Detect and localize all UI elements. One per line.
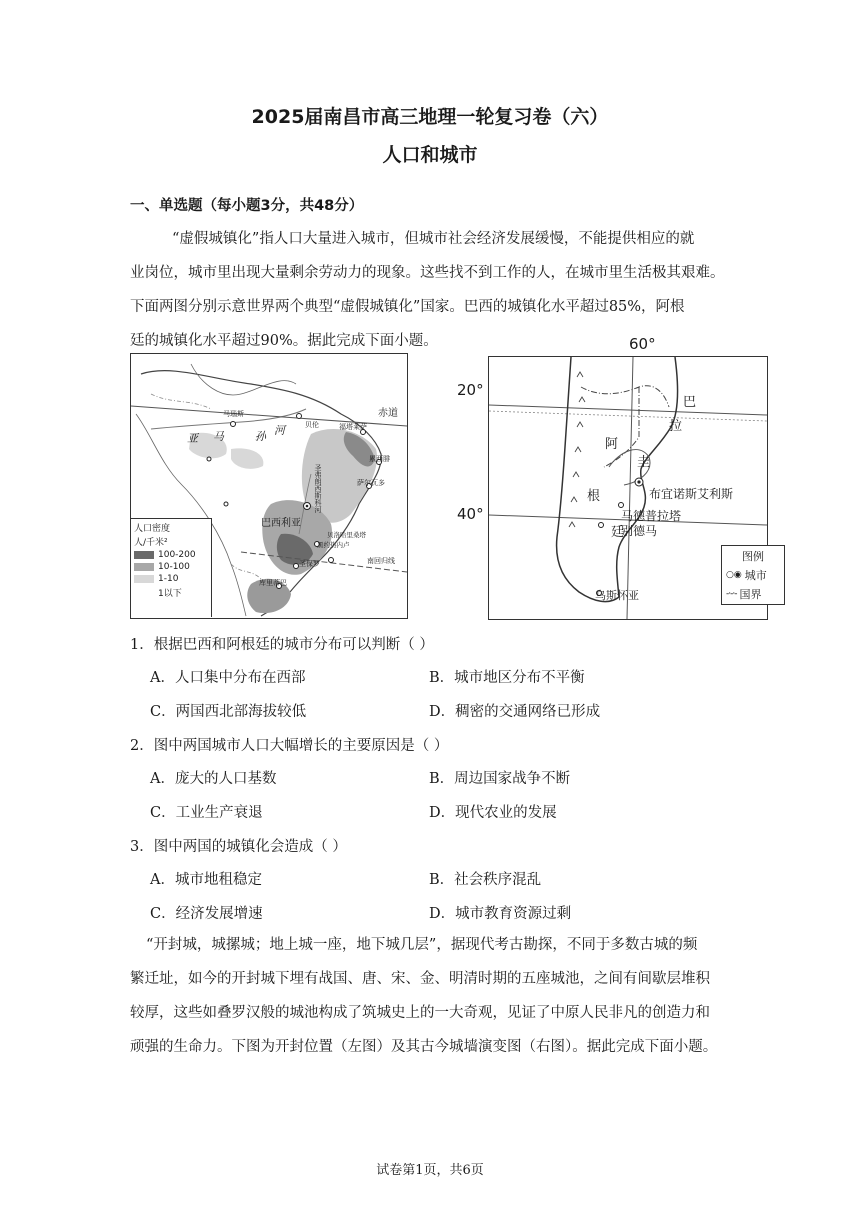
question-1-option-a[interactable]: A．人口集中分布在西部	[150, 670, 306, 686]
legend-city-label: 城市	[744, 569, 767, 582]
intro-paragraph-2	[130, 928, 730, 1064]
map-label: 根	[587, 489, 601, 504]
map-label: 圣弗朗西斯科河	[314, 464, 322, 513]
page-footer: 试卷第1页，共6页	[376, 1163, 484, 1178]
intro1-line: 廷的城镇化水平超过90%。据此完成下面小题。	[130, 333, 438, 349]
question-1-option-b[interactable]: B．城市地区分布不平衡	[429, 670, 585, 686]
longitude-label: 60°	[629, 335, 656, 353]
latitude-label: 20°	[457, 381, 484, 399]
question-2-option-c[interactable]: C．工业生产衰退	[150, 805, 263, 821]
exam-subtitle: 人口和城市	[382, 144, 478, 166]
latitude-label: 40°	[457, 505, 484, 523]
argentina-city-map	[457, 335, 768, 620]
map-label: 马瑙斯	[223, 410, 244, 418]
map-label: 南回归线	[367, 557, 395, 565]
question-2-stem: 2．图中两国城市人口大幅增长的主要原因是（ ）	[130, 738, 449, 754]
map-label: 圣保罗	[299, 560, 320, 568]
intro1-line: 下面两图分别示意世界两个典型“虚假城镇化”国家。巴西的城镇化水平超过85%，阿根	[130, 299, 685, 315]
brazil-population-map	[130, 353, 408, 619]
map-label: 马	[213, 430, 224, 443]
map-label: 巴西利亚	[261, 518, 301, 529]
map-label: 库里蒂巴	[259, 579, 287, 587]
map-label: 亚	[187, 432, 198, 445]
question-1-option-c[interactable]: C．两国西北部海拔较低	[150, 704, 307, 720]
legend-title: 图例	[742, 550, 764, 563]
map-label: 巴	[683, 395, 697, 410]
map-label: 廷	[611, 525, 625, 540]
legend-border-label: 国界	[739, 588, 762, 601]
map-label: 马德普拉塔	[621, 509, 682, 523]
intro2-line: 繁迁址，如今的开封城下埋有战国、唐、宋、金、明清时期的五座城池，之间有间歇层堆积	[130, 971, 710, 987]
question-2-option-d[interactable]: D．现代农业的发展	[429, 805, 557, 821]
map-label: 萨尔瓦多	[357, 479, 385, 487]
question-2-option-a[interactable]: A．庞大的人口基数	[150, 771, 277, 787]
exam-title: 2025届南昌市高三地理一轮复习卷（六）	[251, 106, 609, 128]
map-label: 布宜诺斯艾利斯	[649, 487, 734, 501]
intro1-line: 业岗位，城市里出现大量剩余劳动力的现象。这些找不到工作的人，在城市里生活极其艰难。	[130, 265, 725, 281]
legend-title: 人口密度	[134, 524, 171, 534]
map-label: 累西腓	[369, 455, 390, 463]
section-heading: 一、单选题（每小题3分，共48分）	[130, 198, 364, 214]
intro2-line: 顽强的生命力。下图为开封位置（左图）及其古今城墙演变图（右图）。据此完成下面小题。	[130, 1039, 718, 1055]
city-manaus-marker	[231, 422, 236, 427]
map-label: 阿	[605, 437, 619, 452]
question-3-option-d[interactable]: D．城市教育资源过剩	[429, 906, 572, 922]
map-label: 圭	[637, 455, 651, 470]
question-3-stem: 3．图中两国的城镇化会造成（ ）	[130, 839, 347, 855]
map-label: 别德马	[621, 524, 658, 538]
map-label: 贝洛哈里桑塔	[327, 531, 366, 539]
question-1-stem: 1．根据巴西和阿根廷的城市分布可以判断（ ）	[130, 637, 434, 653]
border-line-icon: -·-·-	[726, 589, 737, 599]
map-label: 贝伦	[305, 421, 319, 429]
legend-item: 1-10	[158, 574, 179, 584]
map-label: 赤道	[378, 408, 398, 419]
legend-item: 1以下	[158, 589, 182, 599]
map-label: 黑约热内卢	[317, 541, 350, 549]
intro2-line: 较厚，这些如叠罗汉般的城池构成了筑城史上的一大奇观，见证了中原人民非凡的创造力和	[130, 1005, 710, 1021]
question-3-option-a[interactable]: A．城市地租稳定	[150, 872, 262, 888]
question-1-option-d[interactable]: D．稠密的交通网络已形成	[429, 704, 601, 720]
question-3-option-b[interactable]: B．社会秩序混乱	[429, 872, 542, 888]
legend-item: 100-200	[158, 550, 196, 560]
intro1-line: “虚假城镇化”指人口大量进入城市，但城市社会经济发展缓慢，不能提供相应的就	[172, 231, 695, 247]
question-3-option-c[interactable]: C．经济发展增速	[150, 906, 263, 922]
city-icon: ○◉	[726, 570, 742, 580]
map-label: 孙	[255, 430, 266, 443]
legend-item: 10-100	[158, 562, 190, 572]
question-2-option-b[interactable]: B．周边国家战争不断	[429, 771, 571, 787]
map-label: 福塔莱萨	[339, 423, 367, 431]
map-label: 河	[274, 424, 285, 437]
legend-unit: 人/千米²	[134, 538, 168, 548]
argentina-map-legend	[721, 545, 785, 605]
map-label: 乌斯怀亚	[595, 589, 639, 602]
population-density-legend	[131, 518, 212, 617]
map-label: 拉	[669, 419, 683, 434]
intro2-line: “开封城，城摞城；地上城一座，地下城几层”，据现代考古勘探，不同于多数古城的频	[146, 937, 698, 953]
